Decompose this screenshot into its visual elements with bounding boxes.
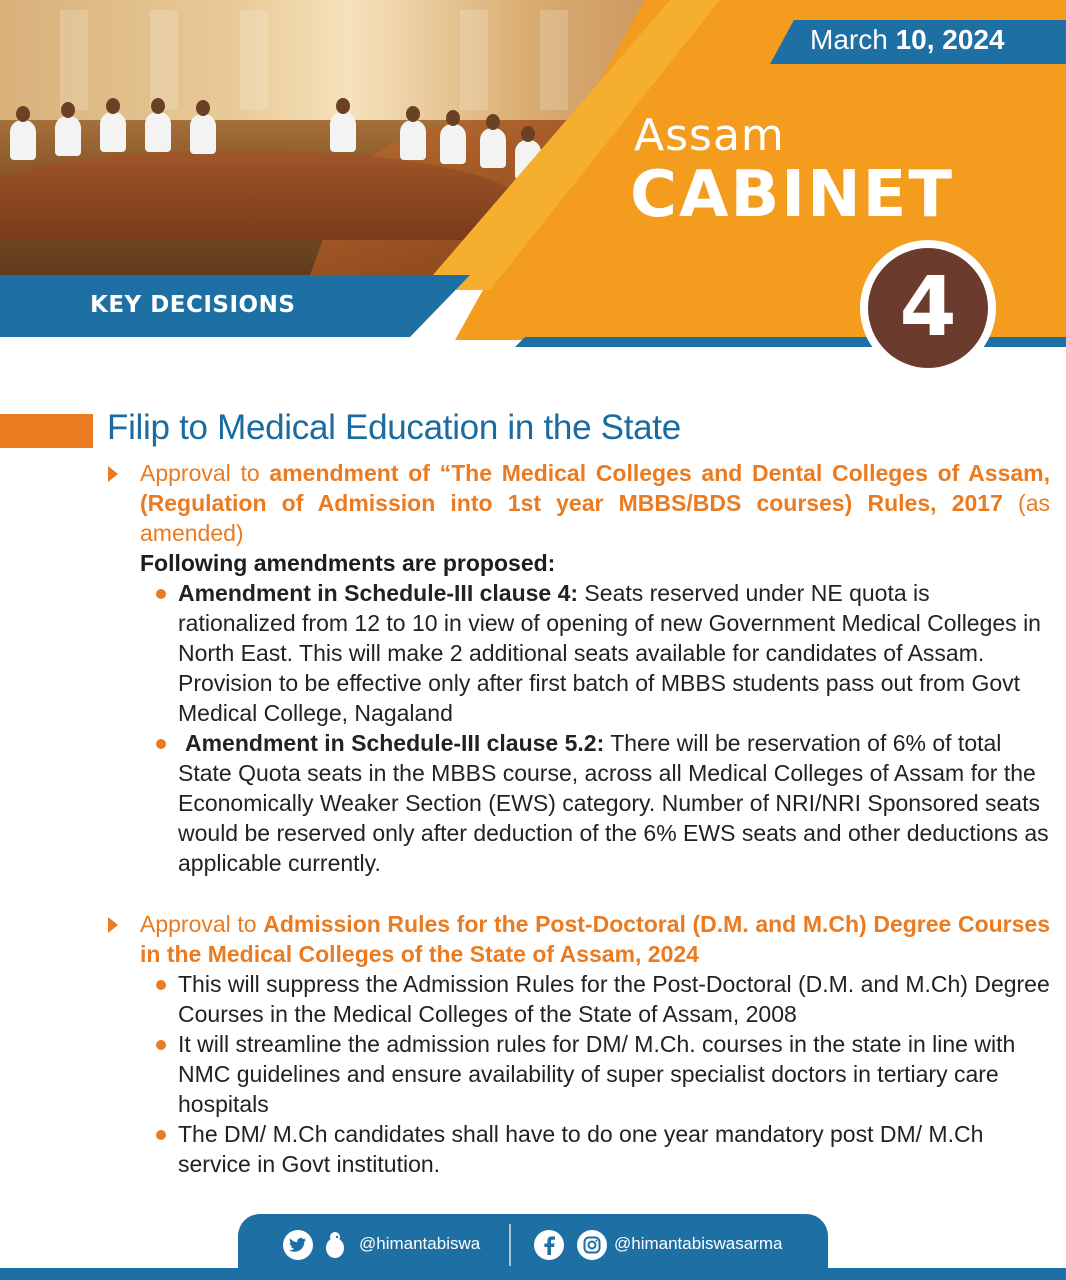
bullet-dot-icon bbox=[156, 980, 166, 990]
instagram-icon[interactable] bbox=[577, 1230, 607, 1260]
list-item: Amendment in Schedule-III clause 5.2: There will be reservation of 6% of total State Quota seats in the MBBS course, across all Medical Colleges of Assam for the Economically Weaker Section (EWS) category. Number of NRI/NRI Sponsored seats would be reserved only after deduction of the 6% EWS seats and other deductions as applicable currently. bbox=[178, 728, 1050, 878]
arrow-bullet-icon bbox=[108, 917, 118, 933]
section-title: Filip to Medical Education in the State bbox=[107, 408, 681, 447]
key-decisions-label: KEY DECISIONS bbox=[90, 292, 296, 318]
date: March 10, 2024 bbox=[810, 24, 1005, 55]
list-item: Amendment in Schedule-III clause 4: Seats reserved under NE quota is rationalized from 12 to 10 in view of opening of new Government Medical Colleges in North East. This will make 2 additional seats available for candidates of Assam. Provision to be effective only after first batch of MBBS students pass out from Govt Medical College, Nagaland bbox=[178, 578, 1050, 728]
amendments-subhead: Following amendments are proposed: bbox=[140, 550, 556, 576]
facebook-instagram-handle[interactable]: @himantabiswasarma bbox=[614, 1234, 783, 1253]
koo-icon[interactable] bbox=[320, 1230, 350, 1260]
bullet-dot-icon bbox=[156, 589, 166, 599]
header bbox=[0, 0, 1066, 380]
decision-heading: Approval to amendment of “The Medical Colleges and Dental Colleges of Assam, (Regulation of Admission into 1st year MBBS/BDS courses) Rules, 2017 (as amended) bbox=[140, 460, 1050, 546]
title-assam: Assam bbox=[634, 110, 785, 161]
section-title-accent bbox=[0, 414, 93, 448]
bullet-dot-icon bbox=[156, 1130, 166, 1140]
bullet-dot-icon bbox=[156, 1040, 166, 1050]
facebook-icon[interactable] bbox=[534, 1230, 564, 1260]
decision-number-badge: 4 bbox=[868, 248, 988, 368]
twitter-koo-handle[interactable]: @himantabiswa bbox=[359, 1234, 481, 1253]
title-cabinet: CABINET bbox=[630, 158, 955, 232]
list-item: It will streamline the admission rules for DM/ M.Ch. courses in the state in line with NMC guidelines and ensure availability of super specialist doctors in tertiary care hospitals bbox=[178, 1029, 1050, 1119]
list-item: This will suppress the Admission Rules for the Post-Doctoral (D.M. and M.Ch) Degree Courses in the Medical Colleges of the State of Assam, 2008 bbox=[178, 969, 1050, 1029]
decision-heading: Approval to Admission Rules for the Post-Doctoral (D.M. and M.Ch) Degree Courses in the Medical Colleges of the State of Assam, 2024 bbox=[140, 911, 1050, 967]
bullet-dot-icon bbox=[156, 739, 166, 749]
list-item: The DM/ M.Ch candidates shall have to do one year mandatory post DM/ M.Ch service in Govt institution. bbox=[178, 1119, 1050, 1179]
arrow-bullet-icon bbox=[108, 466, 118, 482]
twitter-icon[interactable] bbox=[283, 1230, 313, 1260]
